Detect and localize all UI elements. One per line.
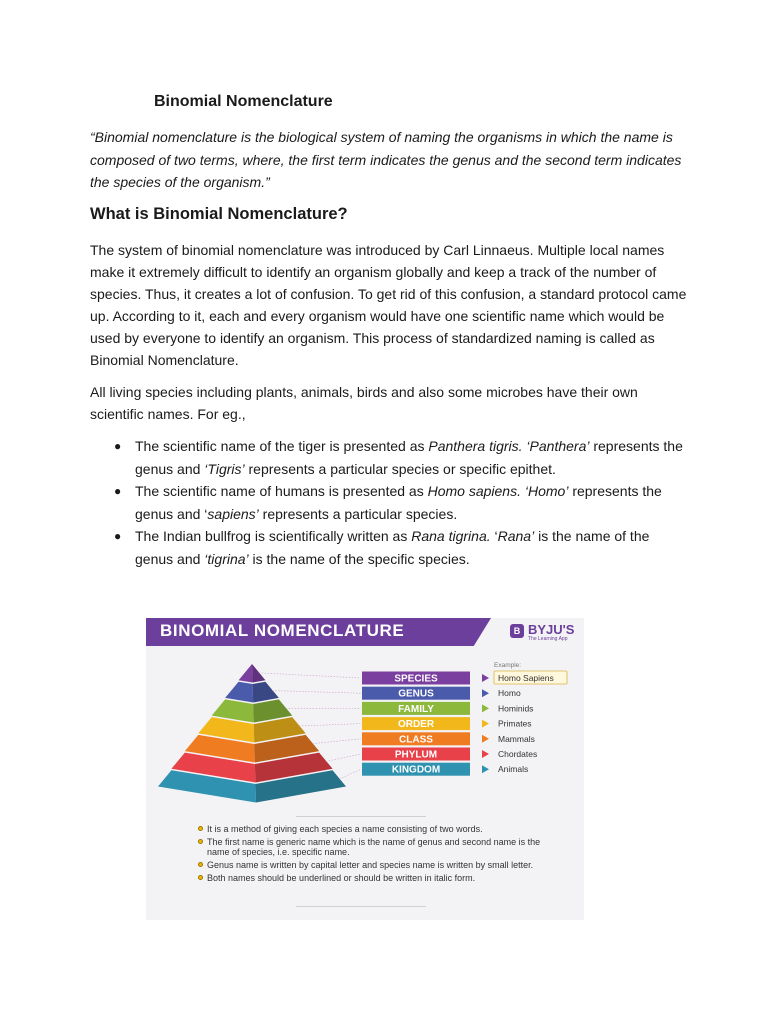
note-item: Genus name is written by capital letter and species name is written by small letter. — [198, 860, 558, 870]
pyramid-connector — [326, 754, 361, 761]
note-item: The first name is generic name which is the name of genus and second name is the name of species, i.e. specific name. — [198, 837, 558, 857]
rank-label: ORDER — [397, 719, 435, 731]
list-item: ● The Indian bullfrog is scientifically written as Rana tigrina. ‘Rana’ is the name of the genus and ‘tigrina’ is the name of the specific species. — [90, 525, 690, 570]
arrow-right-icon — [482, 735, 489, 743]
pyramid-connector — [339, 769, 361, 779]
rank-example: Homo — [498, 688, 521, 699]
logo-mark-icon: B — [510, 624, 524, 638]
arrow-right-icon — [482, 750, 489, 758]
paragraph-examples: All living species including plants, animals, birds and also some microbes have their own scientific names. For eg., — [90, 384, 638, 422]
nomenclature-infographic — [146, 618, 584, 920]
rank-label: FAMILY — [398, 703, 434, 715]
rank-example: Hominids — [498, 703, 534, 714]
list-item: ● The scientific name of humans is presented as Homo sapiens. ‘Homo’ represents the genus and ‘sapiens’ represents a particular species. — [90, 480, 690, 525]
rank-label: GENUS — [398, 688, 434, 700]
rank-example: Homo Sapiens — [498, 673, 554, 683]
rank-label: PHYLUM — [394, 749, 438, 761]
pyramid-layer-left — [225, 682, 253, 703]
pyramid-connector — [259, 673, 361, 678]
note-item: It is a method of giving each species a name consisting of two words. — [198, 824, 558, 834]
note-bullet-icon — [198, 875, 203, 880]
taxonomy-pyramid — [146, 618, 584, 818]
bullet-icon: ● — [114, 529, 122, 543]
arrow-right-icon — [482, 674, 489, 682]
rank-label: SPECIES — [394, 673, 438, 685]
note-bullet-icon — [198, 826, 203, 831]
arrow-right-icon — [482, 765, 489, 773]
page-title: Binomial Nomenclature — [154, 93, 333, 110]
example-label: Example: — [494, 662, 522, 669]
bullet-icon: ● — [114, 484, 122, 498]
pyramid-connector — [312, 739, 361, 744]
rank-label: CLASS — [399, 734, 433, 746]
arrow-right-icon — [482, 689, 489, 697]
rank-example: Mammals — [498, 733, 535, 744]
rank-example: Animals — [498, 764, 529, 775]
arrow-right-icon — [482, 720, 489, 728]
logo-tagline: The Learning App — [528, 636, 568, 642]
infographic-title: BINOMIAL NOMENCLATURE — [160, 621, 405, 640]
pyramid-connector — [299, 724, 361, 726]
rank-label: KINGDOM — [391, 764, 441, 776]
pyramid-layer-right — [252, 664, 265, 683]
rank-example: Chordates — [498, 749, 538, 759]
rank-example: Primates — [498, 718, 532, 729]
pyramid-connector — [272, 691, 361, 694]
paragraph-intro: The system of binomial nomenclature was introduced by Carl Linnaeus. Multiple local names make it extremely difficult to identify an organism globally and keep a track of the number of species. Thus, it creates a lot of confusion. To get rid of this confusion, a standard protocol came up. According to it, each and every organism would have one scientific name which would be used by everyone to identify an organism. This process of standardized naming is called as Binomial Nomenclature. — [90, 242, 687, 368]
note-item: Both names should be underlined or should be written in italic form. — [198, 873, 558, 883]
divider-bottom — [296, 906, 426, 907]
list-item: ● The scientific name of the tiger is presented as Panthera tigris. ‘Panthera’ represents the genus and ‘Tigris’ represents a particular species or specific epithet. — [90, 435, 690, 480]
infographic-notes — [198, 824, 558, 886]
section-heading: What is Binomial Nomenclature? — [90, 205, 348, 223]
pyramid-layer-left — [239, 664, 253, 683]
arrow-right-icon — [482, 704, 489, 712]
divider-top — [296, 816, 426, 817]
bullet-icon: ● — [114, 439, 122, 453]
pyramid-layer-right — [253, 682, 279, 703]
example-list — [90, 435, 690, 570]
logo-name: BYJU'S — [528, 622, 575, 637]
definition-quote: “Binomial nomenclature is the biological system of naming the organisms in which the name is composed of two terms, where, the first term indicates the genus and the second term indicates the species of the organism.” — [90, 129, 682, 190]
note-bullet-icon — [198, 839, 203, 844]
note-bullet-icon — [198, 862, 203, 867]
